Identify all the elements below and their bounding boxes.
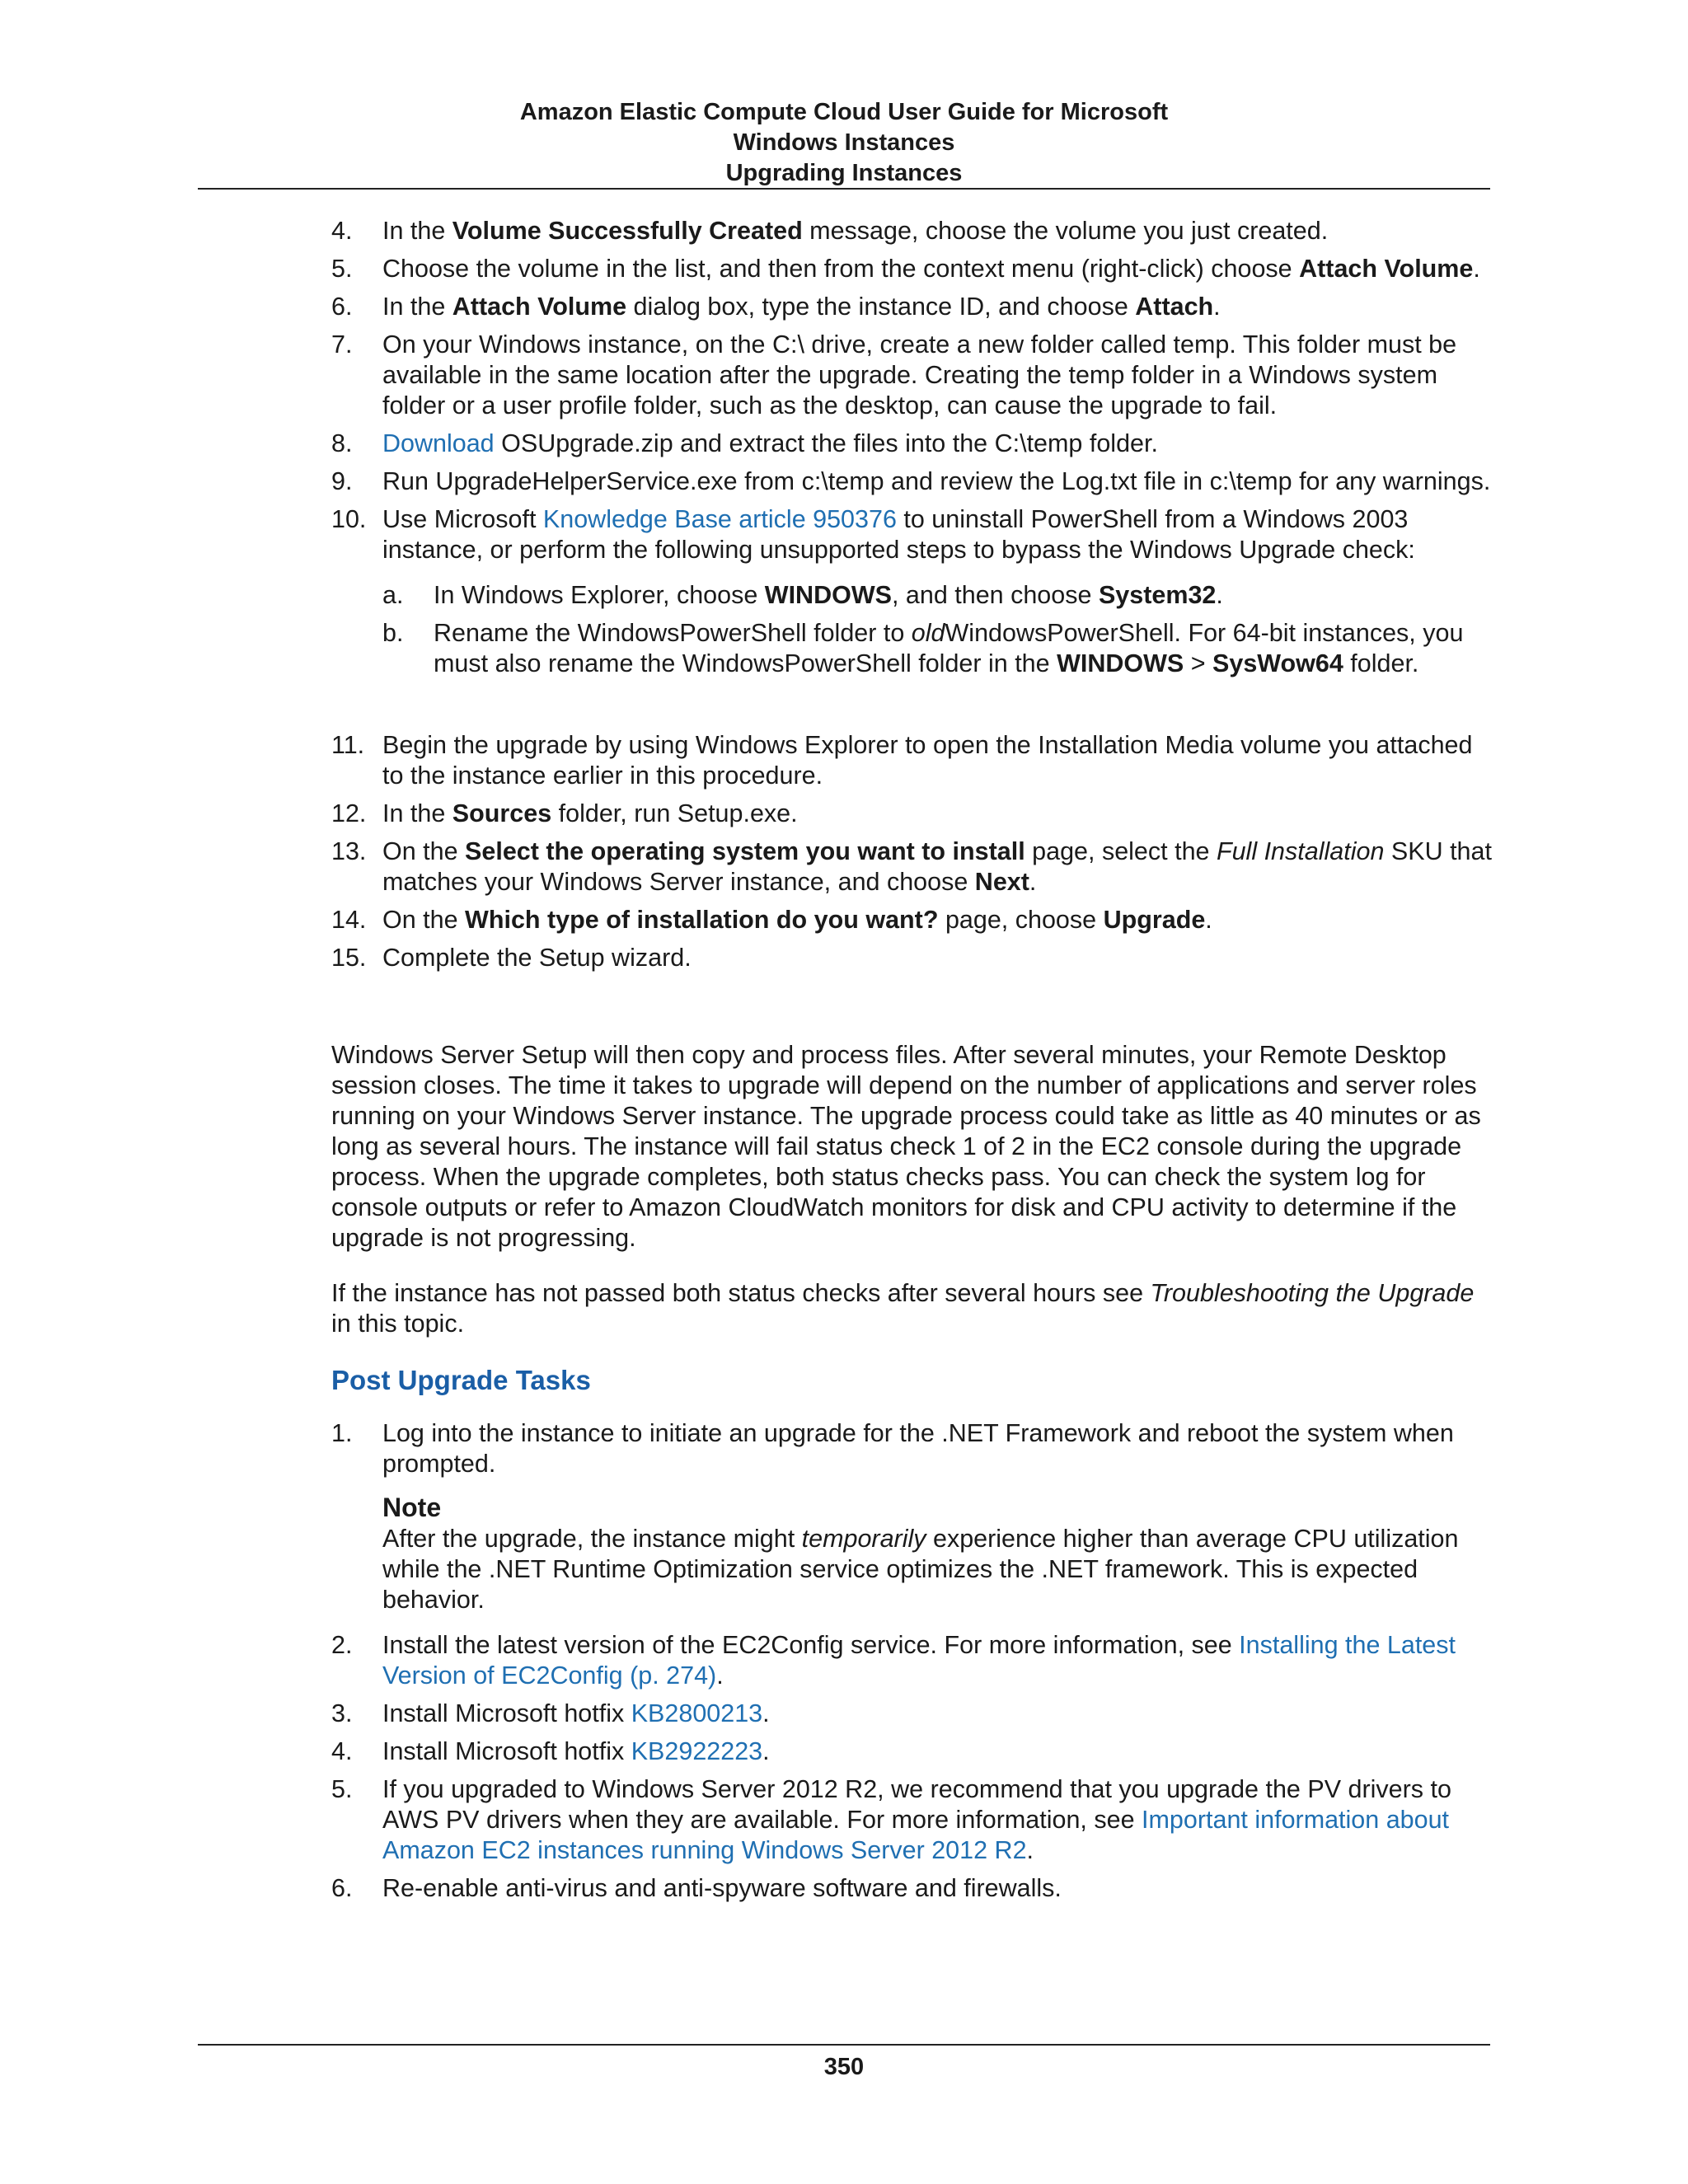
step-number: 7.	[331, 330, 353, 359]
step-number: 8.	[331, 429, 353, 457]
step-number: 12.	[331, 799, 367, 827]
header-divider	[198, 188, 1490, 190]
step-number: 6.	[331, 1874, 353, 1902]
post-step-4: 4. Install Microsoft hotfix KB2922223.	[331, 1737, 770, 1765]
step-11: 11. Begin the upgrade by using Windows Explorer to open the Installation Media volume you attached to the instance earlier in this procedure.	[331, 731, 1473, 790]
troubleshooting-paragraph: If the instance has not passed both status checks after several hours see Troubleshooting the Upgrade in this topic.	[331, 1279, 1475, 1338]
step-12: 12. In the Sources folder, run Setup.exe.	[331, 799, 798, 827]
step-14: 14. On the Which type of installation do you want? page, choose Upgrade.	[331, 906, 1212, 934]
upgrade-description-paragraph: Windows Server Setup will then copy and process files. After several minutes, your Remote Desktop session closes. The time it takes to upgrade will depend on the number of applications and server roles running on your Windows Server instance. The upgrade process could take as little as 40 minutes or as long as several hours. The instance will fail status check 1 of 2 in the EC2 console during the upgrade process. When the upgrade completes, both status checks pass. You can check the system log for console outputs or refer to Amazon CloudWatch monitors for disk and CPU activity to determine if the upgrade is not progressing.	[331, 1041, 1481, 1252]
post-step-1: 1. Log into the instance to initiate an upgrade for the .NET Framework and reboot the system when prompted. Note After the upgrade, the instance might temporarily experience higher than average CPU utilization while the .NET Runtime Optimization service optimizes the .NET framework. This is expected behavior.	[331, 1418, 1493, 1615]
note-title: Note	[382, 1493, 442, 1522]
header-line-3: Upgrading Instances	[725, 160, 963, 186]
step-5: 5. Choose the volume in the list, and then from the context menu (right-click) choose Attach Volume.	[331, 255, 1480, 283]
running-header	[198, 97, 1490, 189]
step-number: 9.	[331, 467, 353, 495]
substeps	[382, 580, 1493, 679]
substep-letter: a.	[382, 581, 404, 609]
substep-letter: b.	[382, 619, 404, 647]
substep-a: a. In Windows Explorer, choose WINDOWS, and then choose System32.	[382, 581, 1223, 609]
step-10: 10. Use Microsoft Knowledge Base article 950376 to uninstall PowerShell from a Windows 2003 instance, or perform the following unsupported steps to bypass the Windows Upgrade check: a. In Windows Explorer, choose WINDOWS, and then choose System32. b. Rename the WindowsPowerShell folder to oldWindowsPowerShell. For 64-bit instances, you must also rename the WindowsPowerShell folder in the WINDOWS > SysWow64 folder.	[331, 504, 1493, 679]
step-number: 5.	[331, 255, 353, 283]
substep-b: b. Rename the WindowsPowerShell folder to oldWindowsPowerShell. For 64-bit instances, you must also rename the WindowsPowerShell folder in the WINDOWS > SysWow64 folder.	[382, 619, 1464, 677]
page-content	[331, 216, 1493, 1911]
step-number: 5.	[331, 1775, 353, 1803]
note-box	[382, 1491, 1493, 1615]
step-8: 8. Download OSUpgrade.zip and extract the files into the C:\temp folder.	[331, 429, 1158, 457]
step-number: 3.	[331, 1699, 353, 1727]
footer-divider	[198, 2044, 1490, 2046]
step-number: 11.	[331, 731, 365, 759]
header-line-1: Amazon Elastic Compute Cloud User Guide for Microsoft	[519, 99, 1169, 125]
step-number: 15.	[331, 944, 367, 972]
procedure-steps	[331, 216, 1493, 973]
post-step-2: 2. Install the latest version of the EC2Config service. For more information, see Installing the Latest Version of EC2Config (p. 274).	[331, 1631, 1456, 1690]
step-number: 14.	[331, 906, 367, 934]
page-number: 350	[823, 2054, 865, 2080]
kb2800213-link[interactable]: KB2800213	[631, 1699, 763, 1727]
note-text: After the upgrade, the instance might temporarily experience higher than average CPU utilization while the .NET Runtime Optimization service optimizes the .NET framework. This is expected behavior.	[382, 1525, 1459, 1614]
post-step-6: 6. Re-enable anti-virus and anti-spyware software and firewalls.	[331, 1874, 1062, 1902]
step-number: 10.	[331, 505, 367, 533]
step-13: 13. On the Select the operating system you want to install page, select the Full Installation SKU that matches your Windows Server instance, and choose Next.	[331, 837, 1492, 896]
ec2config-link[interactable]: Installing the Latest Version of EC2Config (p. 274)	[382, 1631, 1456, 1690]
kb2922223-link[interactable]: KB2922223	[631, 1737, 763, 1765]
step-4: 4. In the Volume Successfully Created message, choose the volume you just created.	[331, 217, 1329, 245]
step-number: 13.	[331, 837, 367, 865]
download-link[interactable]: Download	[382, 429, 495, 457]
post-upgrade-steps	[331, 1418, 1493, 1904]
list-spacer	[331, 702, 1493, 730]
section-spacer	[331, 981, 1493, 1040]
header-line-2: Windows Instances	[733, 129, 955, 156]
step-number: 2.	[331, 1631, 353, 1659]
post-step-3: 3. Install Microsoft hotfix KB2800213.	[331, 1699, 770, 1727]
step-number: 4.	[331, 1737, 353, 1765]
step-9: 9. Run UpgradeHelperService.exe from c:\temp and review the Log.txt file in c:\temp for any warnings.	[331, 467, 1491, 495]
post-step-5: 5. If you upgraded to Windows Server 2012 R2, we recommend that you upgrade the PV drivers to AWS PV drivers when they are available. For more information, see Important information about Amazon EC2 instances running Windows Server 2012 R2.	[331, 1775, 1451, 1864]
step-6: 6. In the Attach Volume dialog box, type the instance ID, and choose Attach.	[331, 293, 1221, 321]
pv-drivers-info-link[interactable]: Important information about Amazon EC2 instances running Windows Server 2012 R2	[382, 1806, 1450, 1864]
step-number: 1.	[331, 1419, 353, 1447]
step-number: 6.	[331, 293, 353, 321]
step-15: 15. Complete the Setup wizard.	[331, 944, 692, 972]
kb-950376-link[interactable]: Knowledge Base article 950376	[542, 505, 897, 533]
step-number: 4.	[331, 217, 353, 245]
post-upgrade-tasks-heading: Post Upgrade Tasks	[331, 1365, 591, 1395]
step-7: 7. On your Windows instance, on the C:\ drive, create a new folder called temp. This folder must be available in the same location after the upgrade. Creating the temp folder in a Windows system folder or a user profile folder, such as the desktop, can cause the upgrade to fail.	[331, 330, 1457, 419]
